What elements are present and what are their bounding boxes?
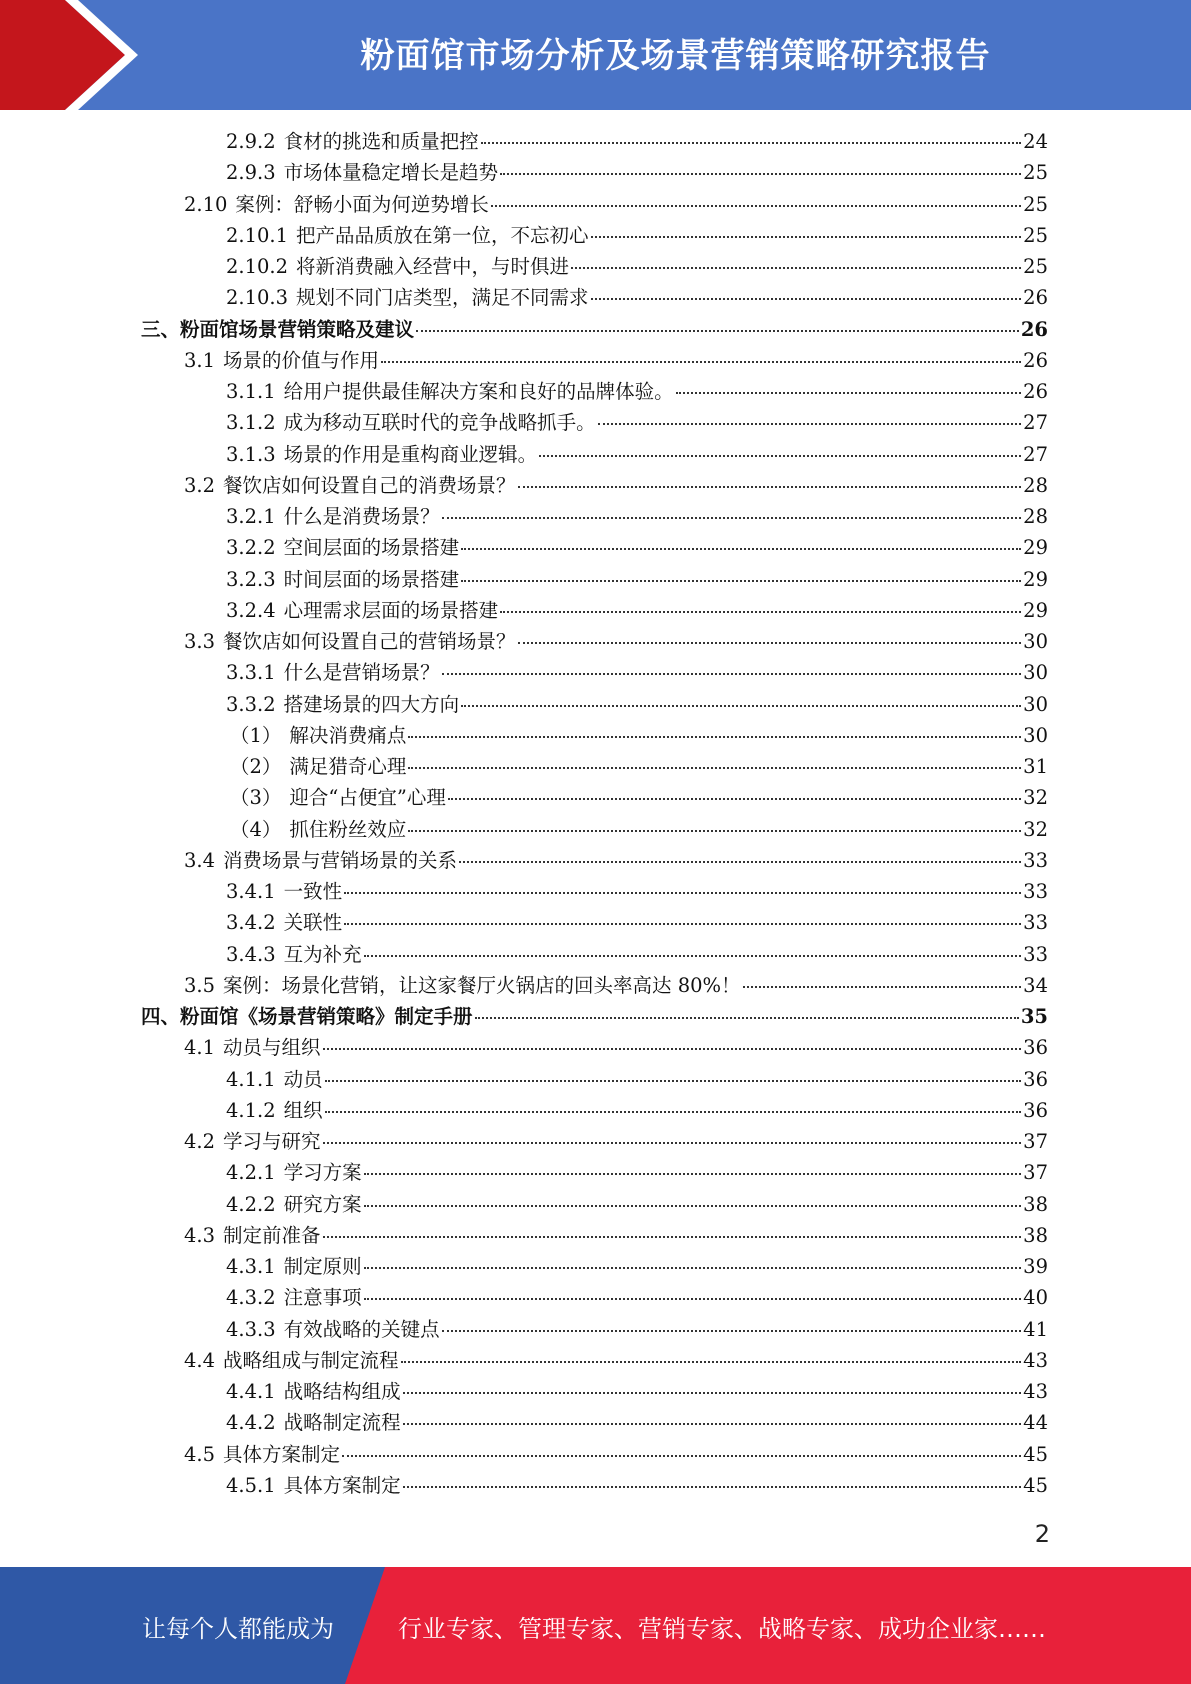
toc-entry[interactable]	[0, 376, 1048, 407]
toc-dot-leader	[598, 423, 1022, 425]
toc-entry-page: 26	[1023, 348, 1048, 372]
toc-entry-number: 3.3.1	[226, 661, 276, 685]
toc-entry-number: 3.2	[184, 473, 216, 497]
toc-entry-page: 29	[1023, 567, 1048, 591]
toc-entry-page: 44	[1023, 1411, 1048, 1435]
toc-dot-leader	[491, 205, 1021, 207]
toc-entry-title: 食材的挑选和质量把控	[283, 130, 479, 153]
toc-entry[interactable]	[0, 126, 1048, 157]
toc-dot-leader	[342, 1455, 1021, 1457]
header-arrow-decoration	[0, 0, 200, 110]
toc-entry-number: 3.1	[184, 348, 216, 372]
toc-entry-title: 市场体量稳定增长是趋势	[283, 161, 499, 185]
toc-entry[interactable]	[0, 1282, 1048, 1313]
toc-entry-page: 29	[1023, 536, 1048, 560]
toc-entry[interactable]	[0, 876, 1048, 907]
toc-entry[interactable]	[0, 1095, 1048, 1126]
toc-entry-number: 4.3	[184, 1223, 216, 1247]
toc-entry-number: 3.4.1	[226, 880, 276, 903]
toc-entry-page: 35	[1020, 1005, 1048, 1028]
toc-entry-title: 粉面馆场景营销策略及建议	[180, 317, 415, 341]
toc-entry-page: 45	[1023, 1442, 1048, 1466]
toc-entry-title: 战略结构组成	[283, 1380, 401, 1403]
toc-entry-page: 38	[1023, 1192, 1048, 1216]
footer-slogan-left: 让每个人都能成为	[142, 1615, 334, 1643]
toc-entry-page: 32	[1023, 786, 1048, 810]
toc-entry[interactable]	[0, 1189, 1048, 1220]
toc-entry-number: 4.3.2	[226, 1286, 276, 1310]
toc-entry[interactable]	[0, 564, 1048, 595]
toc-entry-number: 四、	[141, 1005, 181, 1028]
toc-dot-leader	[571, 267, 1021, 269]
toc-entry-page: 25	[1023, 192, 1048, 216]
toc-entry-title: 研究方案	[283, 1192, 362, 1216]
toc-entry-title: 制定原则	[283, 1255, 362, 1278]
toc-entry-number: （1）	[230, 723, 282, 747]
toc-entry-page: 25	[1023, 255, 1048, 278]
toc-entry-number: 4.2.2	[226, 1192, 276, 1216]
toc-entry[interactable]	[0, 657, 1048, 688]
toc-entry-title: 学习与研究	[223, 1130, 321, 1153]
toc-entry-page: 25	[1023, 161, 1048, 185]
toc-entry-title: 组织	[283, 1098, 323, 1122]
toc-entry-title: 动员与组织	[223, 1036, 321, 1060]
toc-entry-number: 3.1.1	[226, 380, 276, 403]
toc-entry-number: 3.2.2	[226, 536, 276, 560]
toc-entry[interactable]	[0, 595, 1048, 626]
toc-entry-title: 学习方案	[283, 1161, 362, 1185]
toc-entry-title: 战略制定流程	[283, 1411, 401, 1435]
toc-dot-leader	[403, 1423, 1022, 1425]
toc-entry-title: 粉面馆《场景营销策略》制定手册	[180, 1005, 473, 1028]
toc-entry-page: 45	[1023, 1473, 1048, 1497]
toc-entry[interactable]	[0, 314, 1048, 345]
toc-entry-number: 2.10.1	[226, 223, 289, 247]
toc-entry-title: 案例：舒畅小面为何逆势增长	[235, 192, 489, 216]
toc-entry-page: 37	[1023, 1161, 1048, 1185]
toc-entry-number: （3）	[230, 786, 282, 810]
toc-entry-title: 满足猎奇心理	[289, 755, 407, 778]
toc-dot-leader	[743, 986, 1022, 988]
toc-entry-title: 给用户提供最佳解决方案和良好的品牌体验。	[283, 380, 674, 403]
toc-entry[interactable]	[0, 1314, 1048, 1345]
toc-entry[interactable]	[0, 626, 1048, 657]
toc-entry[interactable]	[0, 970, 1048, 1001]
toc-dot-leader	[364, 1173, 1022, 1175]
toc-dot-leader	[364, 955, 1022, 957]
toc-entry-number: 3.2.1	[226, 505, 276, 528]
toc-entry-page: 43	[1023, 1380, 1048, 1403]
toc-entry[interactable]	[0, 720, 1048, 751]
toc-dot-leader	[518, 642, 1022, 644]
toc-entry-number: （4）	[230, 817, 282, 841]
toc-dot-leader	[408, 736, 1021, 738]
toc-entry-page: 39	[1023, 1255, 1048, 1278]
toc-entry-title: 餐饮店如何设置自己的营销场景？	[223, 630, 516, 653]
toc-entry-page: 43	[1023, 1348, 1048, 1372]
report-title: 粉面馆市场分析及场景营销策略研究报告	[360, 36, 991, 76]
toc-entry-title: 场景的价值与作用	[223, 348, 380, 372]
toc-dot-leader	[325, 1080, 1022, 1082]
toc-dot-leader	[401, 1361, 1022, 1363]
toc-entry[interactable]	[0, 1032, 1048, 1063]
toc-entry[interactable]	[0, 814, 1048, 845]
toc-entry-title: 场景的作用是重构商业逻辑。	[283, 442, 538, 466]
toc-entry-title: 规划不同门店类型，满足不同需求	[296, 286, 589, 310]
toc-entry-number: 4.1.2	[226, 1098, 276, 1122]
toc-dot-leader	[381, 361, 1021, 363]
toc-dot-leader	[323, 1236, 1022, 1238]
toc-entry[interactable]	[0, 189, 1048, 220]
toc-entry-number: 4.3.3	[226, 1317, 276, 1341]
toc-entry[interactable]	[0, 501, 1048, 532]
toc-entry[interactable]	[0, 439, 1048, 470]
toc-entry-page: 31	[1023, 755, 1048, 778]
toc-entry-number: 2.9.2	[226, 130, 276, 153]
toc-entry-title: 注意事项	[283, 1286, 362, 1310]
toc-dot-leader	[344, 923, 1021, 925]
toc-entry[interactable]	[0, 157, 1048, 188]
toc-dot-leader	[461, 580, 1021, 582]
toc-entry-page: 26	[1023, 380, 1048, 403]
toc-entry-number: 3.4	[184, 848, 216, 872]
toc-entry-title: 成为移动互联时代的竞争战略抓手。	[283, 411, 596, 435]
toc-dot-leader	[539, 455, 1021, 457]
page-number: 2	[1034, 1520, 1050, 1548]
toc-entry-title: 时间层面的场景搭建	[283, 567, 460, 591]
toc-entry-page: 36	[1023, 1067, 1048, 1091]
toc-entry-title: 心理需求层面的场景搭建	[283, 598, 499, 622]
toc-entry[interactable]	[0, 470, 1048, 501]
toc-entry-page: 30	[1023, 723, 1048, 747]
toc-entry-page: 26	[1023, 286, 1048, 310]
toc-entry[interactable]	[0, 1251, 1048, 1282]
toc-entry-page: 26	[1020, 317, 1048, 341]
toc-entry[interactable]	[0, 345, 1048, 376]
toc-entry[interactable]	[0, 220, 1048, 251]
toc-entry-title: 案例：场景化营销，让这家餐厅火锅店的回头率高达 80%！	[223, 973, 741, 997]
toc-entry[interactable]	[0, 1345, 1048, 1376]
toc-entry-number: 3.5	[184, 973, 216, 997]
toc-entry-number: 3.3.2	[226, 692, 276, 716]
toc-entry-page: 33	[1023, 848, 1048, 872]
toc-entry-title: 餐饮店如何设置自己的消费场景？	[223, 473, 516, 497]
toc-entry-title: 消费场景与营销场景的关系	[223, 848, 458, 872]
toc-entry-title: 迎合“占便宜”心理	[289, 786, 446, 810]
toc-entry[interactable]	[0, 845, 1048, 876]
toc-entry-number: 4.4	[184, 1348, 216, 1372]
toc-entry-page: 36	[1023, 1098, 1048, 1122]
toc-dot-leader	[448, 798, 1021, 800]
toc-entry-number: 4.3.1	[226, 1255, 276, 1278]
toc-entry-title: 空间层面的场景搭建	[283, 536, 460, 560]
toc-entry-number: （2）	[230, 755, 282, 778]
toc-entry-page: 30	[1023, 661, 1048, 685]
toc-entry-title: 解决消费痛点	[289, 723, 407, 747]
toc-entry-number: 4.2	[184, 1130, 216, 1153]
toc-entry-number: 4.4.1	[226, 1380, 276, 1403]
toc-entry-title: 什么是消费场景？	[283, 505, 440, 528]
toc-entry[interactable]	[0, 1376, 1048, 1407]
page-footer	[0, 1567, 1191, 1684]
toc-entry-number: 2.10	[184, 192, 228, 216]
toc-entry-number: 3.4.3	[226, 942, 276, 966]
toc-entry[interactable]	[0, 907, 1048, 938]
toc-entry-title: 制定前准备	[223, 1223, 321, 1247]
toc-dot-leader	[325, 1111, 1022, 1113]
toc-entry-page: 24	[1023, 130, 1048, 153]
toc-dot-leader	[344, 892, 1021, 894]
toc-entry-page: 34	[1023, 973, 1048, 997]
toc-dot-leader	[408, 767, 1021, 769]
toc-entry-page: 28	[1023, 473, 1048, 497]
toc-dot-leader	[518, 486, 1022, 488]
toc-entry-number: 4.4.2	[226, 1411, 276, 1435]
toc-dot-leader	[442, 1330, 1022, 1332]
toc-dot-leader	[461, 705, 1021, 707]
toc-entry-page: 36	[1023, 1036, 1048, 1060]
toc-entry-page: 27	[1023, 411, 1048, 435]
toc-entry-number: 2.10.2	[226, 255, 289, 278]
toc-dot-leader	[403, 1392, 1022, 1394]
toc-entry-number: 3.3	[184, 630, 216, 653]
toc-entry-page: 29	[1023, 598, 1048, 622]
toc-entry[interactable]	[0, 1157, 1048, 1188]
footer-slogan-right: 行业专家、管理专家、营销专家、战略专家、成功企业家……	[398, 1615, 1046, 1643]
toc-entry-title: 具体方案制定	[223, 1442, 341, 1466]
toc-dot-leader	[459, 861, 1021, 863]
toc-entry-number: 3.1.3	[226, 442, 276, 466]
toc-entry-page: 30	[1023, 692, 1048, 716]
toc-dot-leader	[591, 236, 1022, 238]
toc-entry-page: 33	[1023, 942, 1048, 966]
toc-entry-title: 动员	[283, 1067, 323, 1091]
toc-dot-leader	[323, 1048, 1022, 1050]
toc-entry-number: 三、	[141, 317, 181, 341]
toc-entry[interactable]	[0, 1126, 1048, 1157]
toc-entry[interactable]	[0, 939, 1048, 970]
toc-entry-title: 有效战略的关键点	[283, 1317, 440, 1341]
toc-entry[interactable]	[0, 1470, 1048, 1501]
toc-dot-leader	[364, 1205, 1022, 1207]
toc-entry-page: 30	[1023, 630, 1048, 653]
toc-entry-page: 25	[1023, 223, 1048, 247]
toc-dot-leader	[442, 673, 1022, 675]
toc-entry[interactable]	[0, 1220, 1048, 1251]
toc-entry-title: 战略组成与制定流程	[223, 1348, 399, 1372]
toc-dot-leader	[475, 1017, 1019, 1019]
toc-entry-title: 什么是营销场景？	[283, 661, 440, 685]
toc-entry-title: 互为补充	[283, 942, 362, 966]
toc-dot-leader	[403, 1486, 1022, 1488]
toc-entry-number: 2.9.3	[226, 161, 276, 185]
toc-entry[interactable]	[0, 689, 1048, 720]
toc-entry-page: 33	[1023, 911, 1048, 935]
toc-dot-leader	[364, 1267, 1022, 1269]
toc-entry-number: 3.2.4	[226, 598, 276, 622]
toc-entry-title: 抓住粉丝效应	[289, 817, 407, 841]
toc-entry-number: 4.2.1	[226, 1161, 276, 1185]
toc-entry-number: 2.10.3	[226, 286, 289, 310]
toc-entry[interactable]	[0, 532, 1048, 563]
toc-entry-number: 3.2.3	[226, 567, 276, 591]
toc-entry-title: 将新消费融入经营中，与时俱进	[296, 255, 570, 278]
toc-entry[interactable]	[0, 751, 1048, 782]
toc-dot-leader	[500, 173, 1021, 175]
toc-entry-number: 4.1	[184, 1036, 216, 1060]
toc-dot-leader	[481, 142, 1022, 144]
toc-entry-title: 一致性	[283, 880, 343, 903]
toc-entry[interactable]	[0, 1439, 1048, 1470]
toc-entry-number: 4.5	[184, 1442, 216, 1466]
toc-entry[interactable]	[0, 1064, 1048, 1095]
toc-entry-page: 33	[1023, 880, 1048, 903]
toc-dot-leader	[408, 830, 1021, 832]
toc-entry-page: 38	[1023, 1223, 1048, 1247]
toc-entry-page: 32	[1023, 817, 1048, 841]
toc-entry-page: 41	[1023, 1317, 1048, 1341]
toc-entry[interactable]	[0, 782, 1048, 813]
toc-dot-leader	[591, 298, 1022, 300]
toc-dot-leader	[323, 1142, 1022, 1144]
toc-entry-page: 27	[1023, 442, 1048, 466]
toc-entry-title: 把产品品质放在第一位，不忘初心	[296, 223, 589, 247]
toc-entry-page: 28	[1023, 505, 1048, 528]
toc-entry[interactable]	[0, 1001, 1048, 1032]
toc-entry-number: 3.1.2	[226, 411, 276, 435]
toc-dot-leader	[416, 330, 1019, 332]
toc-entry-title: 具体方案制定	[283, 1473, 401, 1497]
toc-entry[interactable]	[0, 1407, 1048, 1438]
toc-entry-number: 4.1.1	[226, 1067, 276, 1091]
toc-entry-page: 37	[1023, 1130, 1048, 1153]
toc-dot-leader	[676, 392, 1022, 394]
toc-entry-title: 搭建场景的四大方向	[283, 692, 460, 716]
toc-entry-page: 40	[1023, 1286, 1048, 1310]
toc-entry[interactable]	[0, 251, 1048, 282]
toc-entry-number: 4.5.1	[226, 1473, 276, 1497]
toc-entry-title: 关联性	[283, 911, 343, 935]
toc-dot-leader	[461, 548, 1021, 550]
toc-dot-leader	[364, 1298, 1022, 1300]
toc-dot-leader	[500, 611, 1021, 613]
toc-entry[interactable]	[0, 407, 1048, 438]
toc-dot-leader	[442, 517, 1022, 519]
toc-entry-number: 3.4.2	[226, 911, 276, 935]
toc-entry[interactable]	[0, 282, 1048, 313]
page-header	[0, 0, 1191, 110]
